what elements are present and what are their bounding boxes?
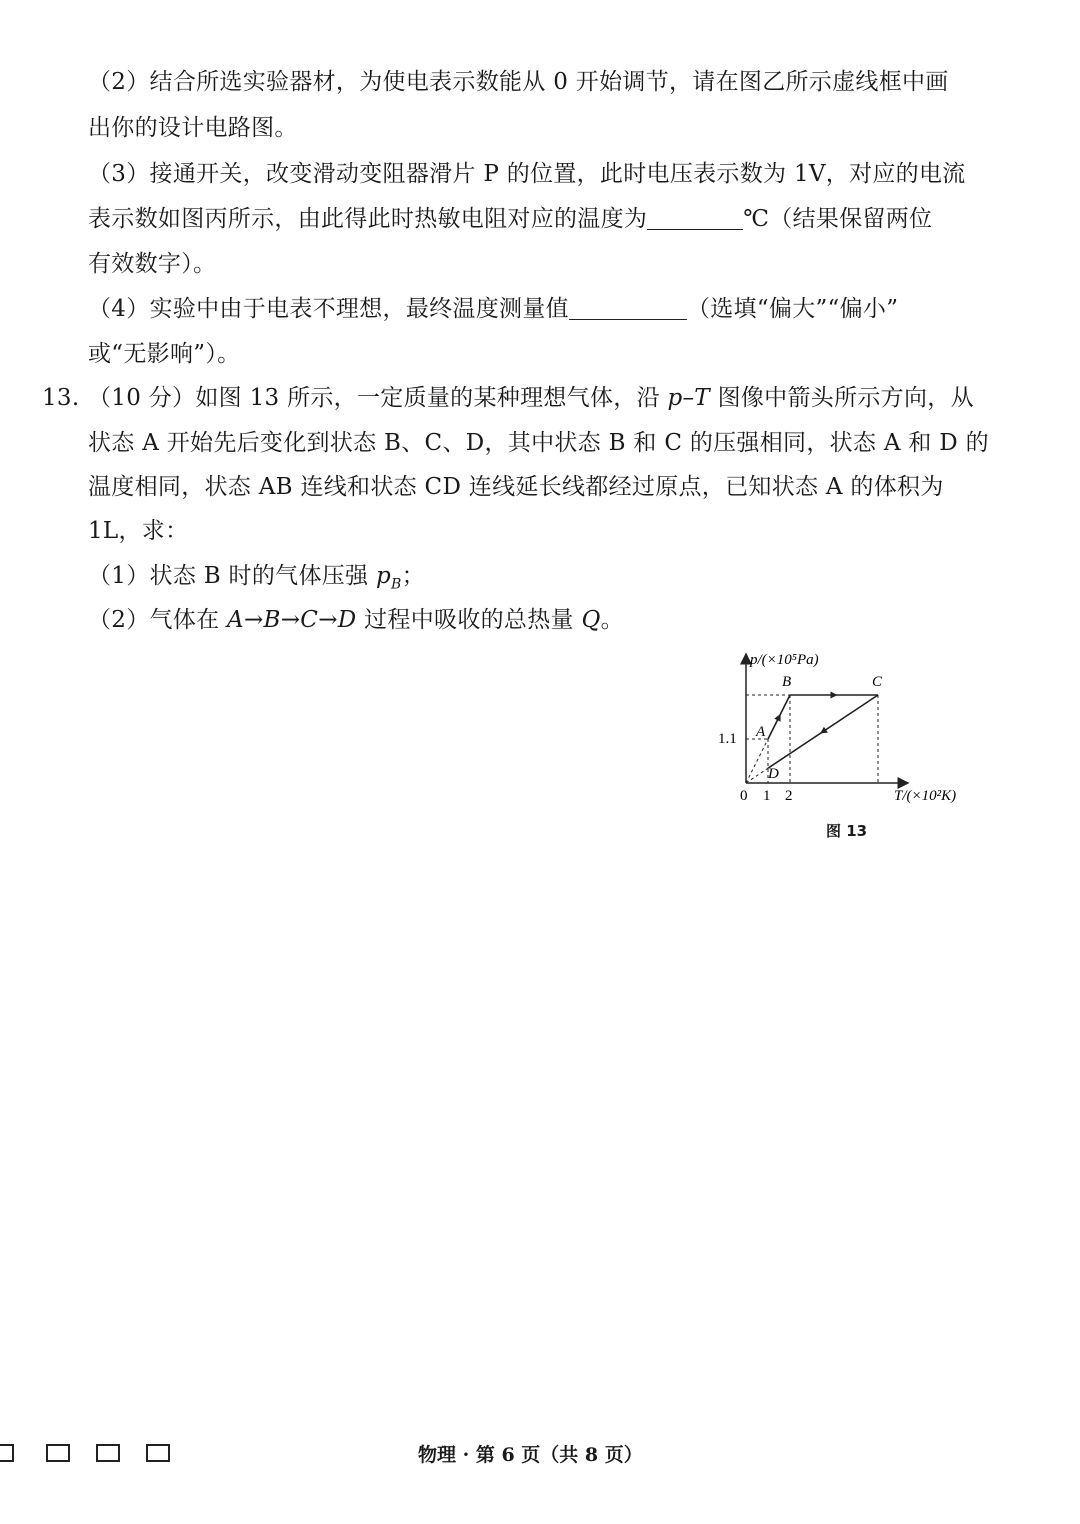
q12-part4-line1-end: （选填“偏大”“偏小” [686,296,899,322]
footer-box-4 [146,1444,170,1462]
q12-part3-line2-end: ℃（结果保留两位 [743,206,933,232]
q12-part4-line1-text: （4）实验中由于电表不理想，最终温度测量值 [88,296,569,322]
point-label-a: A [756,724,766,740]
q12-part4-line1 [88,293,898,325]
q13-line1-c: 图像中箭头所示方向，从 [709,385,974,411]
q12-part2-line1: （2）结合所选实验器材，为使电表示数能从 0 开始调节，请在图乙所示虚线框中画 [88,69,949,95]
page-footer: 物理 · 第 6 页（共 8 页） [418,1444,643,1466]
arrow-bc [831,692,838,699]
q13-sub1 [88,560,425,601]
q13-line1 [88,382,974,414]
answer-blank-temperature[interactable] [647,205,743,230]
pt-diagram [700,640,990,820]
q13-sub2-process: A→B→C→D [227,607,357,633]
footer-box-1 [0,1444,14,1462]
q12-part2-line2: 出你的设计电路图。 [88,115,298,141]
q12-part3-line1: （3）接通开关，改变滑动变阻器滑片 P 的位置，此时电压表示数为 1V，对应的电流 [88,161,966,187]
q13-sub1-p: p [375,563,391,589]
q13-sub2-text: （2）气体在 [88,607,228,633]
x-tick-2: 2 [785,788,793,804]
q12-part3-line2 [88,203,932,235]
q12-part3-line3: 有效数字）。 [88,251,217,277]
q13-pt-symbol: p–T [667,385,710,411]
q13-sub2-text2: 过程中吸收的总热量 [356,607,582,633]
arrow-cd [820,727,828,734]
q12-part4-line2: 或“无影响”）。 [88,341,241,367]
q13-sub1-end: ； [401,563,425,589]
footer-box-2 [46,1444,70,1462]
q13-sub2 [88,604,624,636]
point-label-b: B [782,674,792,690]
q13-sub1-text: （1）状态 B 时的气体压强 [88,563,376,589]
q13-number: 13. [42,385,80,411]
x-tick-1: 1 [763,788,771,804]
q13-line3: 温度相同，状态 AB 连线和状态 CD 连线延长线都经过原点，已知状态 A 的体积为 [88,474,944,500]
chart-marks [746,692,878,784]
q13-sub2-end: 。 [600,607,624,633]
x-tick-0: 0 [740,788,748,804]
extension-ab [746,739,768,783]
y-tick-1.1: 1.1 [718,731,737,747]
footer-box-3 [96,1444,120,1462]
q13-sub1-subscript: B [391,576,402,593]
figure-caption: 图 13 [826,822,868,840]
point-label-d: D [768,766,779,782]
q13-sub2-q: Q [581,607,601,633]
q13-line2: 状态 A 开始先后变化到状态 B、C、D，其中状态 B 和 C 的压强相同，状态 A 和 D 的 [88,430,989,456]
x-axis-label: T/(×10²K) [894,788,957,804]
q12-part3-line2-text: 表示数如图丙所示，由此得此时热敏电阻对应的温度为 [88,206,648,232]
answer-blank-error[interactable] [569,295,687,320]
q13-line1-a: （10 分）如图 13 所示，一定质量的某种理想气体，沿 [88,385,668,411]
q13-line4: 1L，求： [88,518,189,544]
y-axis-label: p/(×10⁵Pa) [750,652,819,668]
point-label-c: C [872,674,883,690]
